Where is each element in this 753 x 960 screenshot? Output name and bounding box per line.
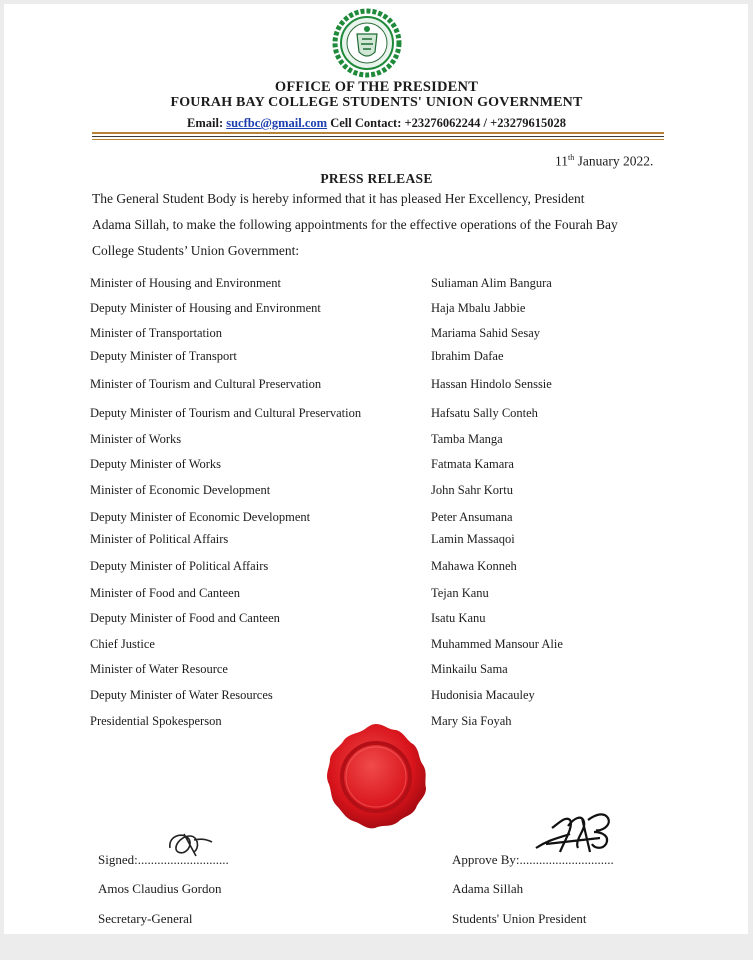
position-title: Minister of Water Resource [90,662,228,676]
approved-by-label: Approve By:............................. [452,852,614,867]
appointee-name: Hassan Hindolo Senssie [431,377,552,391]
appointee-name: Muhammed Mansour Alie [431,637,563,651]
date-day: 11 [555,153,568,169]
header-divider-top [92,132,664,134]
intro-line: College Students’ Union Government: [92,243,300,258]
appointee-name: Fatmata Kamara [431,457,514,471]
date-rest: January 2022. [574,153,654,169]
cell-numbers: +23276062244 / +23279615028 [404,116,566,130]
office-title: OFFICE OF THE PRESIDENT [274,79,479,95]
appointee-name: Peter Ansumana [431,510,513,524]
president-name: Adama Sillah [452,881,524,896]
cell-label: Cell Contact: [330,116,402,130]
appointee-name: Suliaman Alim Bangura [431,276,552,290]
secretary-title: Secretary-General [98,911,193,926]
appointee-name: Ibrahim Dafae [431,349,504,363]
red-wax-seal-icon [320,722,432,834]
appointee-name: Mary Sia Foyah [431,714,512,728]
date-suffix: th [568,153,575,162]
intro-line: The General Student Body is hereby informed that it has pleased Her Excellency, President [92,191,585,206]
header-divider-middle [92,136,664,137]
position-title: Deputy Minister of Tourism and Cultural Preservation [90,406,362,420]
union-crest-logo-icon [332,8,402,78]
position-title: Minister of Works [90,432,182,446]
email-label: Email: [187,116,224,130]
appointee-name: Mariama Sahid Sesay [431,326,541,340]
contact-line [0,116,753,131]
position-title: Deputy Minister of Political Affairs [90,559,269,573]
appointee-name: Isatu Kanu [431,611,486,625]
position-title: Minister of Food and Canteen [90,586,240,600]
position-title: Chief Justice [90,637,155,651]
position-title: Deputy Minister of Works [90,457,222,471]
position-title: Minister of Political Affairs [90,532,229,546]
appointee-name: Minkailu Sama [431,662,508,676]
appointee-name: Tejan Kanu [431,586,489,600]
appointee-name: Haja Mbalu Jabbie [431,301,526,315]
position-title: Deputy Minister of Food and Canteen [90,611,280,625]
appointee-name: Hudonisia Macauley [431,688,535,702]
appointee-name: Tamba Manga [431,432,503,446]
secretary-name: Amos Claudius Gordon [98,881,222,896]
appointee-name: Hafsatu Sally Conteh [431,406,538,420]
signed-label: Signed:............................ [98,852,229,867]
press-release-title: PRESS RELEASE [320,171,433,186]
position-title: Minister of Transportation [90,326,222,340]
president-title: Students' Union President [452,911,587,926]
position-title: Deputy Minister of Water Resources [90,688,273,702]
position-title: Presidential Spokesperson [90,714,222,728]
position-title: Minister of Housing and Environment [90,276,281,290]
position-title: Minister of Economic Development [90,483,271,497]
position-title: Deputy Minister of Housing and Environment [90,301,321,315]
organization-name: FOURAH BAY COLLEGE STUDENTS' UNION GOVERNMENT [170,95,583,110]
release-date [555,153,653,170]
header-divider-bottom [92,139,664,140]
appointee-name: Mahawa Konneh [431,559,517,573]
intro-paragraph [92,186,682,264]
email-link[interactable]: sucfbc@gmail.com [226,116,328,130]
appointee-name: Lamin Massaqoi [431,532,515,546]
position-title: Minister of Tourism and Cultural Preservation [90,377,322,391]
position-title: Deputy Minister of Transport [90,349,237,363]
intro-line: Adama Sillah, to make the following appointments for the effective operations of the Fourah Bay [92,217,618,232]
appointee-name: John Sahr Kortu [431,483,513,497]
position-title: Deputy Minister of Economic Development [90,510,311,524]
